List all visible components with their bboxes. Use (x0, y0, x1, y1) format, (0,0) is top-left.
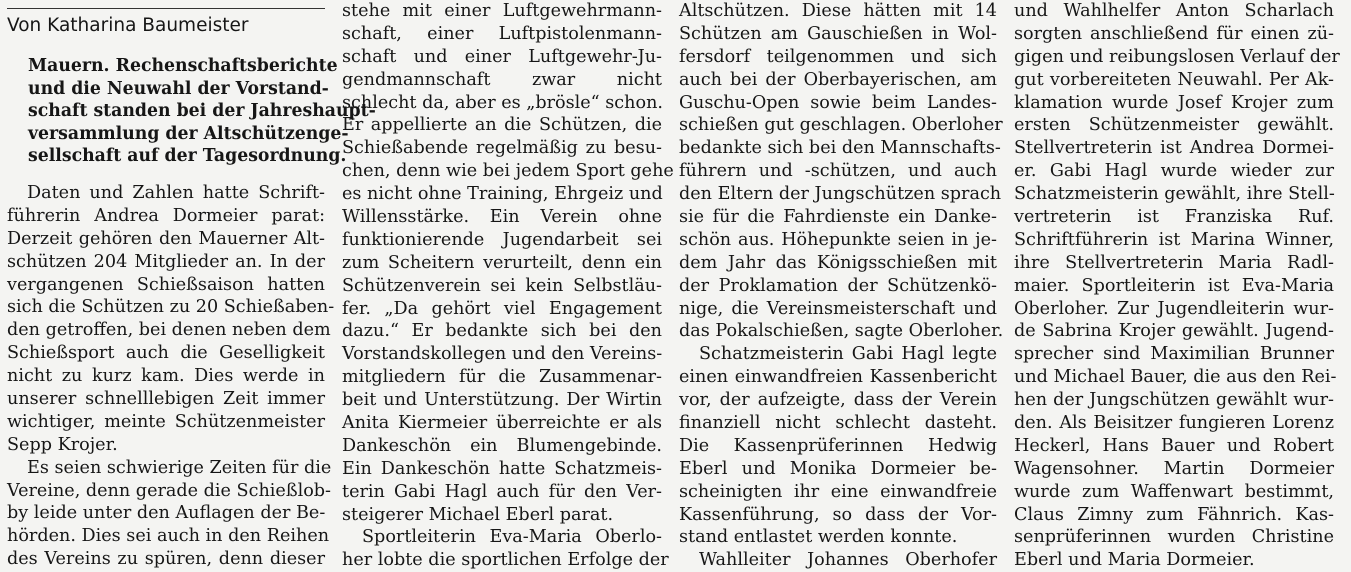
body-line: den. Als Beisitzer fungieren Lorenz (1014, 413, 1334, 434)
body-line: Stellvertreterin ist Andrea Dormei- (1014, 138, 1334, 159)
body-line: und Wahlhelfer Anton Scharlach (1014, 1, 1334, 21)
body-line: funktionierende Jugendarbeit sei (342, 229, 662, 250)
body-line: Schießsport auch die Geselligkeit (7, 343, 325, 364)
body-line: chen, denn wie bei jedem Sport gehe (342, 161, 674, 182)
body-line: steigerer Michael Eberl parat. (342, 504, 614, 525)
body-line: das Pokalschießen, sagte Oberloher. (679, 321, 1004, 342)
body-line: Schatzmeisterin gewählt, ihre Stell- (1014, 184, 1335, 205)
article-column-3 (679, 0, 1004, 572)
body-line: scheinigten ihr eine einwandfreie (679, 481, 997, 502)
body-line: finanziell nicht schlecht dasteht. (679, 413, 997, 434)
body-line: und Michael Bauer, die aus den Rei- (1014, 367, 1337, 388)
body-line: zum Scheitern verurteilt, denn ein (342, 252, 662, 273)
lead-line: sellschaft auf der Tagesordnung. (28, 146, 347, 167)
body-line: es nicht ohne Training, Ehrgeiz und (342, 184, 663, 205)
body-line: Derzeit gehören den Mauerner Alt- (7, 228, 325, 249)
body-line: ersten Schützenmeister gewählt. (1014, 115, 1334, 136)
body-line: dem Jahr das Königsschießen mit (679, 252, 997, 273)
body-line: vor, der aufzeigte, dass der Verein (679, 390, 997, 411)
body-line: terin Gabi Hagl auch für den Ver- (342, 481, 662, 502)
body-line: gendmannschaft zwar nicht (342, 69, 662, 90)
body-line: unserer schnelllebigen Zeit immer (7, 389, 325, 410)
body-line: Eberl und Monika Dormeier be- (679, 458, 997, 479)
lead-line: schaft standen bei der Jahreshaupt- (28, 101, 376, 122)
article-column-4 (1014, 0, 1340, 572)
body-line: vergangenen Schießsaison hatten (7, 274, 325, 295)
body-line: stand entlastet werden konnte. (679, 527, 958, 548)
body-line: Willensstärke. Ein Verein ohne (342, 207, 662, 228)
body-line: den Eltern der Jungschützen sprach (679, 184, 1002, 205)
body-line: ihre Stellvertreterin Maria Radl- (1014, 252, 1334, 273)
body-line: fersdorf teilgenommen und sich (679, 46, 997, 67)
body-line: beit und Unterstützung. Der Wirtin (342, 390, 662, 411)
body-line: Wagensohner. Martin Dormeier (1014, 458, 1334, 479)
body-line: Kassenführung, so dass der Vor- (679, 504, 997, 525)
body-line: Claus Zimny zum Fähnrich. Kas- (1014, 504, 1334, 525)
body-line: hörden. Dies sei auch in den Reihen (7, 526, 330, 547)
author-byline: Von Katharina Baumeister (7, 15, 249, 36)
body-line: Heckerl, Hans Bauer und Robert (1014, 435, 1334, 456)
body-line: stehe mit einer Luftgewehrmann- (342, 1, 662, 21)
body-line: Guschu-Open sowie beim Landes- (679, 92, 997, 113)
body-line: dazu.“ Er bedankte sich bei den (342, 321, 662, 342)
body-line: schlecht da, aber es „brösle“ schon. (342, 92, 664, 113)
body-line: schön aus. Höhepunkte seien in je- (679, 229, 997, 250)
body-line: Schützen am Gauschießen in Wol- (679, 23, 997, 44)
body-line: auch bei der Oberbayerischen, am (679, 69, 997, 90)
body-line: gigen und reibungslosen Verlauf der (1014, 46, 1340, 67)
body-line: Schießabende regelmäßig zu besu- (342, 138, 662, 159)
body-line: Sportleiterin Eva-Maria Oberlo- (362, 527, 662, 548)
body-line: sorgten anschließend für einen zü- (1014, 23, 1334, 44)
body-line: sprecher sind Maximilian Brunner (1014, 344, 1334, 365)
body-line: führern und -schützen, und auch (679, 161, 997, 182)
body-line: Dankeschön ein Blumengebinde. (342, 435, 662, 456)
lead-line: Mauern. Rechenschaftsberichte (28, 56, 338, 76)
body-line: vertreterin ist Franziska Ruf. (1014, 207, 1334, 228)
body-line: der Proklamation der Schützenkö- (679, 275, 997, 296)
body-line: Vorstandskollegen und den Vereins- (342, 344, 663, 365)
body-line: Eberl und Maria Dormeier. (1014, 550, 1255, 571)
body-line: einen einwandfreien Kassenbericht (679, 367, 997, 388)
body-line: klamation wurde Josef Krojer zum (1014, 92, 1334, 113)
body-line: Anita Kiermeier überreichte er als (342, 413, 662, 434)
body-line: sie für die Fahrdienste ein Danke- (679, 207, 997, 228)
body-line: maier. Sportleiterin ist Eva-Maria (1014, 275, 1334, 296)
body-line: Schatzmeisterin Gabi Hagl legte (699, 344, 997, 365)
body-line: schaft, einer Luftpistolenmann- (342, 23, 662, 44)
body-line: er. Gabi Hagl wurde wieder zur (1014, 161, 1334, 182)
body-line: mitgliedern für die Zusammenar- (342, 367, 662, 388)
lead-line: versammlung der Altschützenge- (28, 123, 349, 144)
body-line: gut vorbereiteten Neuwahl. Per Ak- (1014, 69, 1334, 90)
body-line: fer. „Da gehört viel Engagement (342, 298, 662, 319)
body-line: Schützenverein sei kein Selbstläu- (342, 275, 662, 296)
lead-line: und die Neuwahl der Vorstand- (28, 78, 329, 99)
body-line: Daten und Zahlen hatte Schrift- (27, 183, 325, 203)
body-line: by leide unter den Auflagen der Be- (7, 503, 326, 524)
body-line: bedankte sich bei den Mannschafts- (679, 138, 1001, 159)
article-lead (28, 55, 376, 168)
body-line: Wahlleiter Johannes Oberhofer (699, 550, 997, 571)
body-line: Die Kassenprüferinnen Hedwig (679, 435, 997, 456)
body-line: de Sabrina Krojer gewählt. Jugend- (1014, 321, 1334, 342)
body-line: Es seien schwierige Zeiten für die (27, 457, 332, 478)
body-line: sich die Schützen zu 20 Schießaben- (7, 297, 335, 318)
byline-rule (7, 8, 325, 9)
body-line: schützen 204 Mitglieder an. In der (7, 251, 325, 272)
body-line: senprüferinnen wurden Christine (1014, 527, 1334, 548)
body-line: des Vereins zu spüren, denn dieser (7, 549, 325, 570)
body-line: schießen gut geschlagen. Oberloher (679, 115, 1003, 136)
body-line: Er appellierte an die Schützen, die (342, 115, 662, 136)
body-line: führerin Andrea Dormeier parat: (7, 205, 325, 226)
body-line: Sepp Krojer. (7, 434, 118, 455)
body-line: her lobte die sportlichen Erfolge der (342, 550, 669, 571)
body-line: wurde zum Waffenwart bestimmt, (1014, 481, 1334, 502)
body-line: Vereine, denn gerade die Schießlob- (7, 480, 331, 501)
body-line: wichtiger, meinte Schützenmeister (7, 411, 325, 432)
body-line: Oberloher. Zur Jugendleiterin wur- (1014, 298, 1334, 319)
body-line: Ein Dankeschön hatte Schatzmeis- (342, 458, 662, 479)
column-1-body (7, 182, 335, 571)
body-line: den getroffen, bei denen neben dem (7, 320, 331, 341)
body-line: schaft und einer Luftgewehr-Ju- (342, 46, 662, 67)
body-line: Altschützen. Diese hätten mit 14 (679, 1, 997, 21)
body-line: nicht zu kurz kam. Dies werde in (7, 366, 325, 387)
body-line: hen der Jungschützen gewählt wur- (1014, 390, 1334, 411)
article-column-2 (342, 0, 674, 572)
body-line: Schriftführerin ist Marina Winner, (1014, 229, 1334, 250)
body-line: nige, die Vereinsmeisterschaft und (679, 298, 997, 319)
